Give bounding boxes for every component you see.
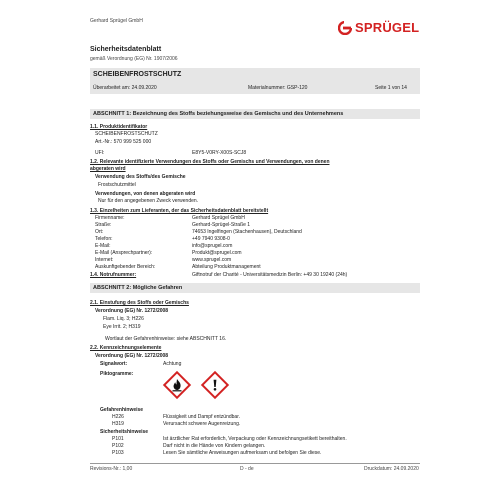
subsection-1-3-heading: 1.3. Einzelheiten zum Lieferanten, der das Sicherheitsdatenblatt bereitstellt (90, 208, 269, 214)
supplier-row-value: Gerhard-Sprügel-Straße 1 (192, 222, 251, 228)
regulation-reference: gemäß Verordnung (EG) Nr. 1907/2006 (90, 56, 178, 62)
document-title: Sicherheitsdatenblatt (90, 46, 162, 53)
supplier-row-value: www.sprugel.com (192, 257, 232, 263)
advised-against-value: Nur für den angegebenen Zweck verwenden. (98, 198, 199, 204)
product-identifier: SCHEIBENFROSTSCHUTZ (95, 131, 158, 137)
supplier-row-value: +49 7940 9308-0 (192, 236, 230, 242)
supplier-row-label: Auskunftgebender Bereich: (95, 264, 156, 270)
subsection-1-4-heading: 1.4. Notrufnummer: (90, 272, 137, 278)
print-date: Druckdatum: 24.09.2020 (364, 466, 419, 472)
logo-text: SPRÜGEL (355, 20, 420, 35)
classification-line: Flam. Liq. 3; H226 (103, 316, 144, 322)
flame-icon (163, 371, 191, 399)
precautionary-statement-value: Ist ärztlicher Rat erforderlich, Verpackung oder Kennzeichnungsetikett bereithalten. (163, 436, 347, 442)
supplier-row-label: Telefon: (95, 236, 113, 242)
revision-number: Revisions-Nr.: 1,00 (90, 466, 133, 472)
emergency-number: Giftnotruf der Charité - Universitätsmedizin Berlin: +49 30 19240 (24h) (192, 272, 348, 278)
revised-date: Überarbeitet am: 24.09.2020 (93, 85, 157, 91)
hazard-statement-label: H319 (112, 421, 124, 427)
precautionary-statements-heading: Sicherheitshinweise (100, 429, 149, 435)
logo-mark-icon (338, 21, 352, 35)
material-number: Materialnummer: GSP-120 (248, 85, 308, 91)
supplier-row-value: Abteilung Produktmanagement (192, 264, 261, 270)
hazard-statements-heading: Gefahrenhinweise (100, 407, 144, 413)
signal-word-label: Signalwort: (100, 361, 128, 367)
article-number: Art.-Nr.: 570 999 525 000 (95, 139, 152, 145)
precautionary-statement-label: P101 (112, 436, 124, 442)
precautionary-statement-value: Lesen Sie sämtliche Anweisungen aufmerksam und befolgen Sie diese. (163, 450, 322, 456)
signal-word-value: Achtung (163, 361, 182, 367)
section-1-title: ABSCHNITT 1: Bezeichnung des Stoffs beziehungsweise des Gemischs und des Unternehmens (93, 111, 344, 117)
labelling-regulation: Verordnung (EG) Nr. 1272/2008 (95, 353, 169, 359)
supplier-row-label: E-Mail (Ansprechpartner): (95, 250, 153, 256)
precautionary-statement-value: Darf nicht in die Hände von Kindern gelangen. (163, 443, 266, 449)
ufi-value: E8Y5-V0RY-X00S-SCJ8 (192, 150, 247, 156)
ufi-label: UFI: (95, 150, 105, 156)
use-heading: Verwendung des Stoffs/des Gemische (95, 174, 186, 180)
supplier-row-value: 74653 Ingelfingen (Stachenhausen), Deutschland (192, 229, 302, 235)
subsection-2-1-heading: 2.1. Einstufung des Stoffs oder Gemischs (90, 300, 189, 306)
hazard-statement-label: H226 (112, 414, 124, 420)
hazard-statement-value: Verursacht schwere Augenreizung. (163, 421, 241, 427)
supplier-row-value: Gerhard Sprügel GmbH (192, 215, 245, 221)
company-logo (338, 20, 419, 35)
supplier-row-label: Internet: (95, 257, 114, 263)
supplier-row-value: Produkt@sprugel.com (192, 250, 242, 256)
exclamation-mark-icon (201, 371, 229, 399)
supplier-row-label: Firmenname: (95, 215, 125, 221)
classification-regulation: Verordnung (EG) Nr. 1272/2008 (95, 308, 169, 314)
precautionary-statement-label: P102 (112, 443, 124, 449)
subsection-2-2-heading: 2.2. Kennzeichnungselemente (90, 345, 162, 351)
supplier-row-value: info@sprugel.com (192, 243, 233, 249)
hazard-statement-note: Wortlaut der Gefahrenhinweise: siehe ABSCHNITT 16. (105, 336, 227, 342)
company-name: Gerhard Sprügel GmbH (90, 18, 143, 24)
product-name: SCHEIBENFROSTSCHUTZ (93, 71, 182, 78)
section-2-title: ABSCHNITT 2: Mögliche Gefahren (93, 285, 183, 291)
subsection-1-2-heading-line1: 1.2. Relevante identifizierte Verwendungen des Stoffs oder Gemischs und Verwendungen, von denen (90, 159, 330, 165)
language-code: D - de (240, 466, 254, 472)
subsection-1-1-heading: 1.1. Produktidentifikator (90, 124, 148, 130)
footer-divider (90, 463, 420, 464)
use-value: Frostschutzmittel (98, 182, 136, 188)
subsection-1-2-heading-line2: abgeraten wird (90, 166, 126, 172)
pictograms-label: Piktogramme: (100, 371, 134, 377)
page-number: Seite 1 von 14 (375, 85, 407, 91)
advised-against-heading: Verwendungen, von denen abgeraten wird (95, 191, 196, 197)
hazard-statement-value: Flüssigkeit und Dampf entzündbar. (163, 414, 240, 420)
supplier-row-label: Straße: (95, 222, 112, 228)
supplier-row-label: E-Mail: (95, 243, 111, 249)
precautionary-statement-label: P103 (112, 450, 124, 456)
classification-line: Eye Irrit. 2; H319 (103, 324, 141, 330)
supplier-row-label: Ort: (95, 229, 104, 235)
